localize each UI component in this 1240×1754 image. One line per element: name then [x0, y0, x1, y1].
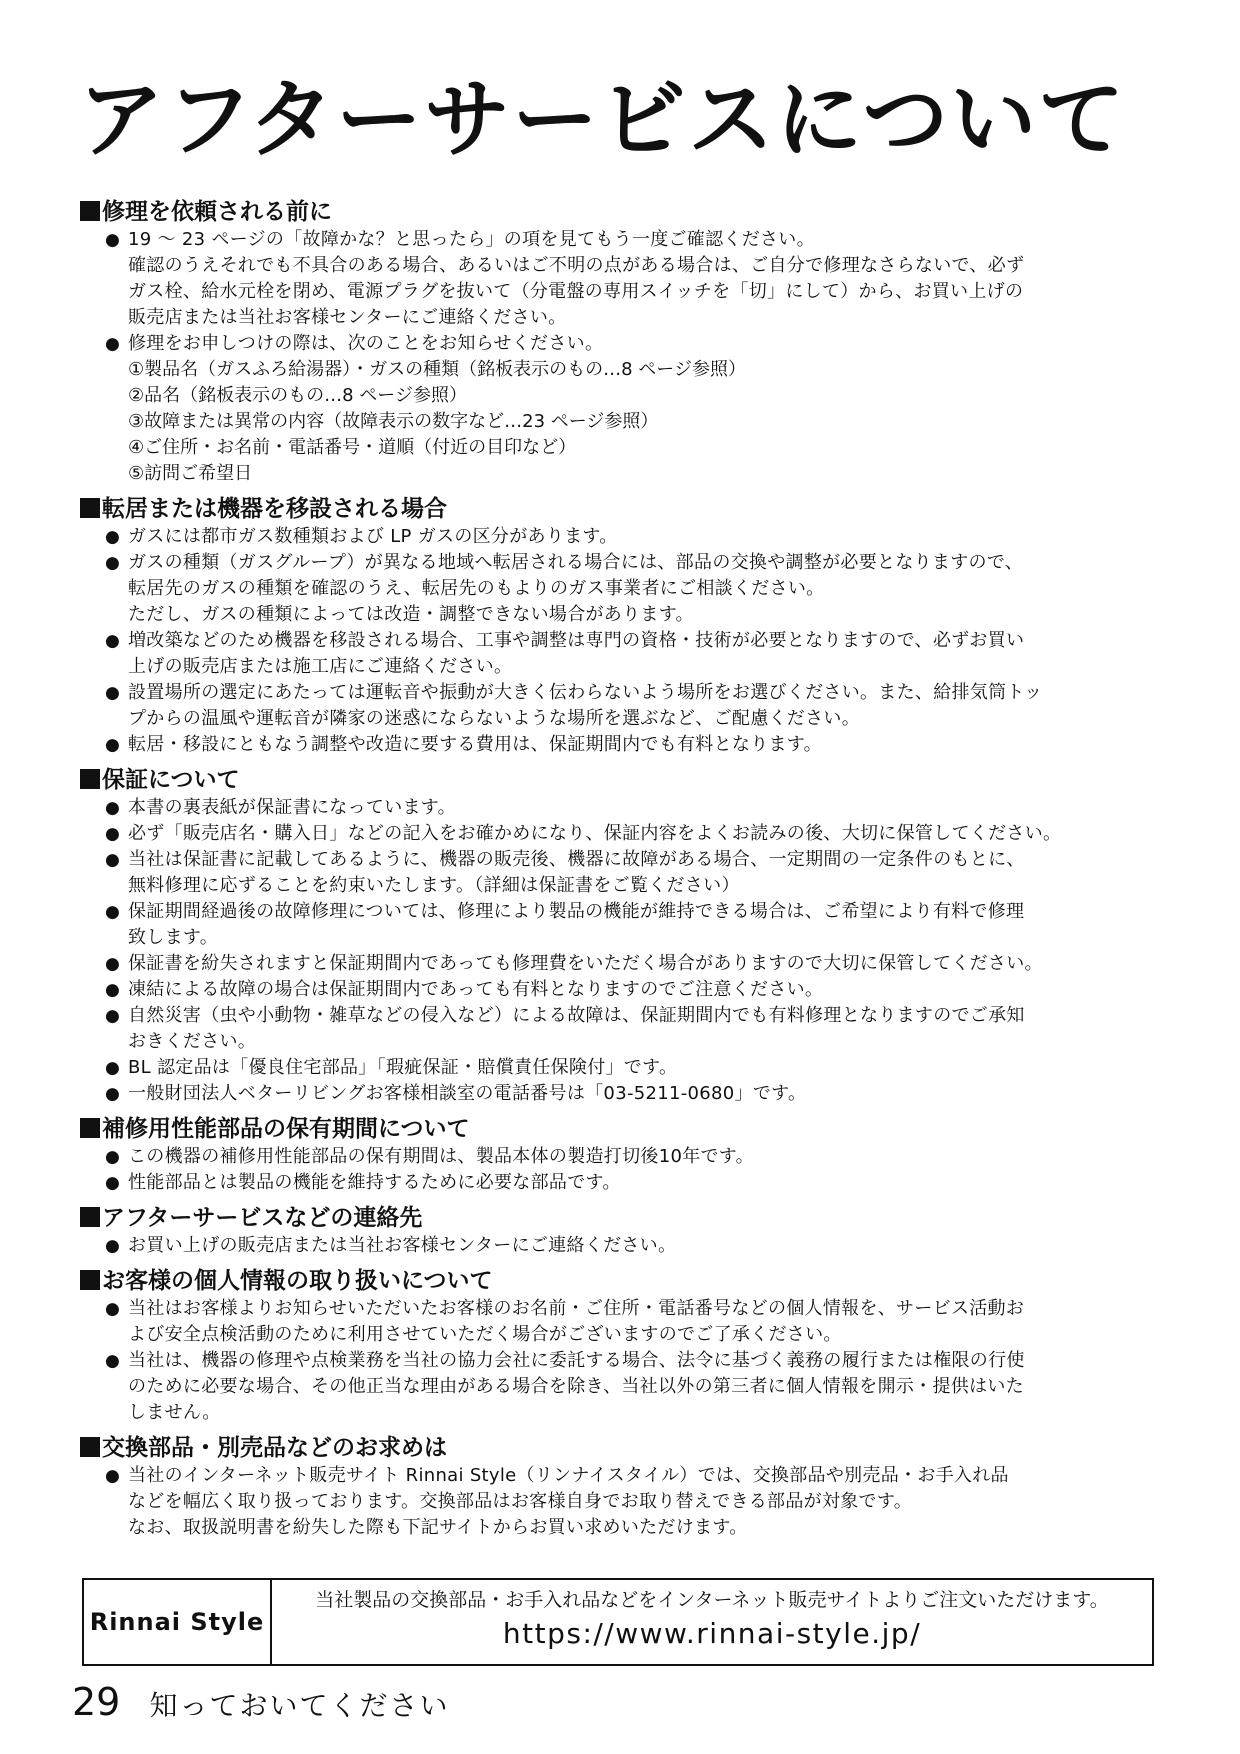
sub-list-item: ⑤訪問ご希望日 [128, 463, 253, 484]
list-item [80, 550, 1170, 628]
item-text-line: 増改築などのため機器を移設される場合、工事や調整は専門の資格・技術が必要となりますので、必ずお買い [128, 630, 1025, 651]
list-item [80, 795, 1170, 821]
square-bullet-icon [80, 769, 100, 789]
item-text-line: 当社は、機器の修理や点検業務を当社の協力会社に委託する場合、法令に基づく義務の履行または権限の行使 [128, 1350, 1025, 1371]
bullet-icon: ● [105, 230, 121, 250]
list-item [80, 951, 1170, 977]
square-bullet-icon [80, 498, 100, 518]
item-text-line: ガスの種類（ガスグループ）が異なる地域へ転居される場合には、部品の交換や調整が必要となりますので、 [128, 552, 1024, 573]
bullet-icon: ● [105, 1084, 121, 1104]
list-item [80, 1233, 1170, 1259]
section-heading [80, 495, 1170, 523]
section [80, 1434, 1170, 1541]
bullet-icon: ● [105, 334, 121, 354]
rinnai-style-description: 当社製品の交換部品・お手入れ品などをインターネット販売サイトよりご注文いただけます。 [315, 1589, 1109, 1611]
item-text-line: 当社のインターネット販売サイト Rinnai Style（リンナイスタイル）では、交換部品や別売品・お手入れ品 [128, 1465, 1009, 1486]
sub-list-item: ④ご住所・お名前・電話番号・道順（付近の目印など） [128, 437, 577, 458]
numbered-sub-list [80, 357, 1170, 487]
sub-list-item: ②品名（銘板表示のもの…8 ページ参照） [128, 385, 467, 406]
section-heading-text: 交換部品・別売品などのお求めは [102, 1435, 447, 1461]
square-bullet-icon [80, 1118, 100, 1138]
bullet-icon: ● [105, 954, 121, 974]
list-item [80, 227, 1170, 331]
bullet-icon: ● [105, 850, 121, 870]
item-text-line: しません。 [128, 1402, 221, 1423]
section-heading [80, 1434, 1170, 1462]
item-text-line: 修理をお申しつけの際は、次のことをお知らせください。 [128, 333, 604, 354]
list-item [80, 1144, 1170, 1170]
item-text-line: 設置場所の選定にあたっては運転音や振動が大きく伝わらないよう場所をお選びください。また、給排気筒トッ [128, 682, 1043, 703]
item-text-line: ガスには都市ガス数種類および LP ガスの区分があります。 [128, 526, 618, 547]
list-item [80, 628, 1170, 680]
list-item [80, 977, 1170, 1003]
item-text-line: 当社は保証書に記載してあるように、機器の販売後、機器に故障がある場合、一定期間の一定条件のもとに、 [128, 849, 1025, 870]
section-heading-text: 補修用性能部品の保有期間について [102, 1116, 470, 1142]
bullet-icon: ● [105, 980, 121, 1000]
item-text-line: ただし、ガスの種類によっては改造・調整できない場合があります。 [128, 604, 694, 625]
list-item [80, 1348, 1170, 1426]
item-text-line: 致します。 [128, 927, 219, 948]
square-bullet-icon [80, 1270, 100, 1290]
item-text-line: 当社はお客様よりお知らせいただいたお客様のお名前・ご住所・電話番号などの個人情報を、サービス活動お [128, 1298, 1025, 1319]
rinnai-style-box [82, 1578, 1154, 1666]
page-number: 29 [72, 1680, 121, 1724]
square-bullet-icon [80, 1437, 100, 1457]
bullet-icon: ● [105, 1299, 121, 1319]
section [80, 1267, 1170, 1426]
item-text-line: 無料修理に応ずることを約束いたします。（詳細は保証書をご覧ください） [128, 875, 740, 896]
list-item [80, 331, 1170, 357]
bullet-icon: ● [105, 1147, 121, 1167]
bullet-icon: ● [105, 902, 121, 922]
item-text-line: よび安全点検活動のために利用させていただく場合がございますのでご了承ください。 [128, 1324, 842, 1345]
bullet-icon: ● [105, 735, 121, 755]
bullet-icon: ● [105, 527, 121, 547]
list-item [80, 821, 1170, 847]
item-text-line: 確認のうえそれでも不具合のある場合、あるいはご不明の点がある場合は、ご自分で修理なさらないで、必ず [128, 255, 1025, 276]
list-item [80, 1003, 1170, 1055]
bullet-icon: ● [105, 683, 121, 703]
item-list [80, 1463, 1170, 1541]
main-content [80, 198, 1170, 1541]
item-text-line: ガス栓、給水元栓を閉め、電源プラグを抜いて（分電盤の専用スイッチを「切」にして）から、お買い上げの [128, 281, 1024, 302]
item-text-line: 必ず「販売店名・購入日」などの記入をお確かめになり、保証内容をよくお読みの後、大切に保管してください。 [128, 823, 1062, 844]
item-list [80, 524, 1170, 758]
item-text-line: BL 認定品は「優良住宅部品」「瑕疵保証・賠償責任保険付」です。 [128, 1057, 678, 1078]
section-heading-text: お客様の個人情報の取り扱いについて [102, 1268, 493, 1294]
square-bullet-icon [80, 1207, 100, 1227]
item-list [80, 795, 1170, 1107]
item-text-line: 保証期間経過後の故障修理については、修理により製品の機能が維持できる場合は、ご希望により有料で修理 [128, 901, 1025, 922]
item-text-line: 本書の裏表紙が保証書になっています。 [128, 797, 456, 818]
list-item [80, 1296, 1170, 1348]
list-item [80, 1170, 1170, 1196]
list-item [80, 524, 1170, 550]
page-title: アフターサービスについて [78, 70, 1127, 170]
section-heading [80, 766, 1170, 794]
item-text-line: のために必要な場合、その他正当な理由がある場合を除き、当社以外の第三者に個人情報を開示・提供はいた [128, 1376, 1024, 1397]
page-footer [72, 1680, 449, 1728]
item-list [80, 1144, 1170, 1196]
item-text-line: なお、取扱説明書を紛失した際も下記サイトからお買い求めいただけます。 [128, 1517, 748, 1538]
section [80, 198, 1170, 487]
item-text-line: 自然災害（虫や小動物・雑草などの侵入など）による故障は、保証期間内でも有料修理となりますのでご承知 [128, 1005, 1025, 1026]
bullet-icon: ● [105, 1466, 121, 1486]
item-text-line: 保証書を紛失されますと保証期間内であっても修理費をいただく場合がありますので大切に保管してください。 [128, 953, 1043, 974]
item-text-line: 凍結による故障の場合は保証期間内であっても有料となりますのでご注意ください。 [128, 979, 824, 1000]
section-heading [80, 1115, 1170, 1143]
bullet-icon: ● [105, 1173, 121, 1193]
square-bullet-icon [80, 201, 100, 221]
section [80, 495, 1170, 758]
item-text-line: 上げの販売店または施工店にご連絡ください。 [128, 656, 513, 677]
bullet-icon: ● [105, 553, 121, 573]
bullet-icon: ● [105, 824, 121, 844]
bullet-icon: ● [105, 798, 121, 818]
list-item [80, 680, 1170, 732]
list-item [80, 847, 1170, 899]
section [80, 1204, 1170, 1259]
rinnai-style-url[interactable]: https://www.rinnai-style.jp/ [502, 1617, 922, 1650]
list-item [80, 1463, 1170, 1541]
item-text-line: 性能部品とは製品の機能を維持するために必要な部品です。 [128, 1172, 621, 1193]
item-text-line: 19 ～ 23 ページの「故障かな？と思ったら」の項を見てもう一度ご確認ください。 [128, 229, 815, 250]
section [80, 766, 1170, 1107]
rinnai-style-logo: Rinnai Style [84, 1580, 272, 1664]
item-text-line: おきください。 [128, 1031, 257, 1052]
list-item [80, 1081, 1170, 1107]
item-list [80, 1296, 1170, 1426]
section-heading [80, 1267, 1170, 1295]
item-text-line: 転居・移設にともなう調整や改造に要する費用は、保証期間内でも有料となります。 [128, 734, 822, 755]
sub-list-item: ③故障または異常の内容（故障表示の数字など…23 ページ参照） [128, 411, 659, 432]
bullet-icon: ● [105, 1058, 121, 1078]
list-item [80, 899, 1170, 951]
section-heading [80, 198, 1170, 226]
item-text-line: お買い上げの販売店または当社お客様センターにご連絡ください。 [128, 1235, 677, 1256]
bullet-icon: ● [105, 1351, 121, 1371]
section-heading-text: 修理を依頼される前に [102, 199, 332, 225]
bullet-icon: ● [105, 631, 121, 651]
bullet-icon: ● [105, 1236, 121, 1256]
rinnai-style-info [272, 1580, 1152, 1664]
footer-text: 知っておいてください [149, 1689, 450, 1722]
section-heading-text: 転居または機器を移設される場合 [102, 496, 447, 522]
bullet-icon: ● [105, 1006, 121, 1026]
item-list [80, 1233, 1170, 1259]
section-heading-text: 保証について [102, 767, 240, 793]
section [80, 1115, 1170, 1196]
item-text-line: この機器の補修用性能部品の保有期間は、製品本体の製造打切後10年です。 [128, 1146, 754, 1167]
item-text-line: 販売店または当社お客様センターにご連絡ください。 [128, 307, 567, 328]
item-text-line: 転居先のガスの種類を確認のうえ、転居先のもよりのガス事業者にご相談ください。 [128, 578, 825, 599]
item-text-line: 一般財団法人ベターリビングお客様相談室の電話番号は「03-5211-0680」です。 [128, 1083, 807, 1104]
sub-list-item: ①製品名（ガスふろ給湯器）・ガスの種類（銘板表示のもの…8 ページ参照） [128, 359, 746, 380]
section-heading-text: アフターサービスなどの連絡先 [102, 1205, 423, 1231]
list-item [80, 1055, 1170, 1081]
section-heading [80, 1204, 1170, 1232]
item-text-line: などを幅広く取り扱っております。交換部品はお客様自身でお取り替えできる部品が対象です。 [128, 1491, 913, 1512]
item-list [80, 227, 1170, 357]
list-item [80, 732, 1170, 758]
item-text-line: プからの温風や運転音が隣家の迷惑にならないような場所を選ぶなど、ご配慮ください。 [128, 708, 860, 729]
